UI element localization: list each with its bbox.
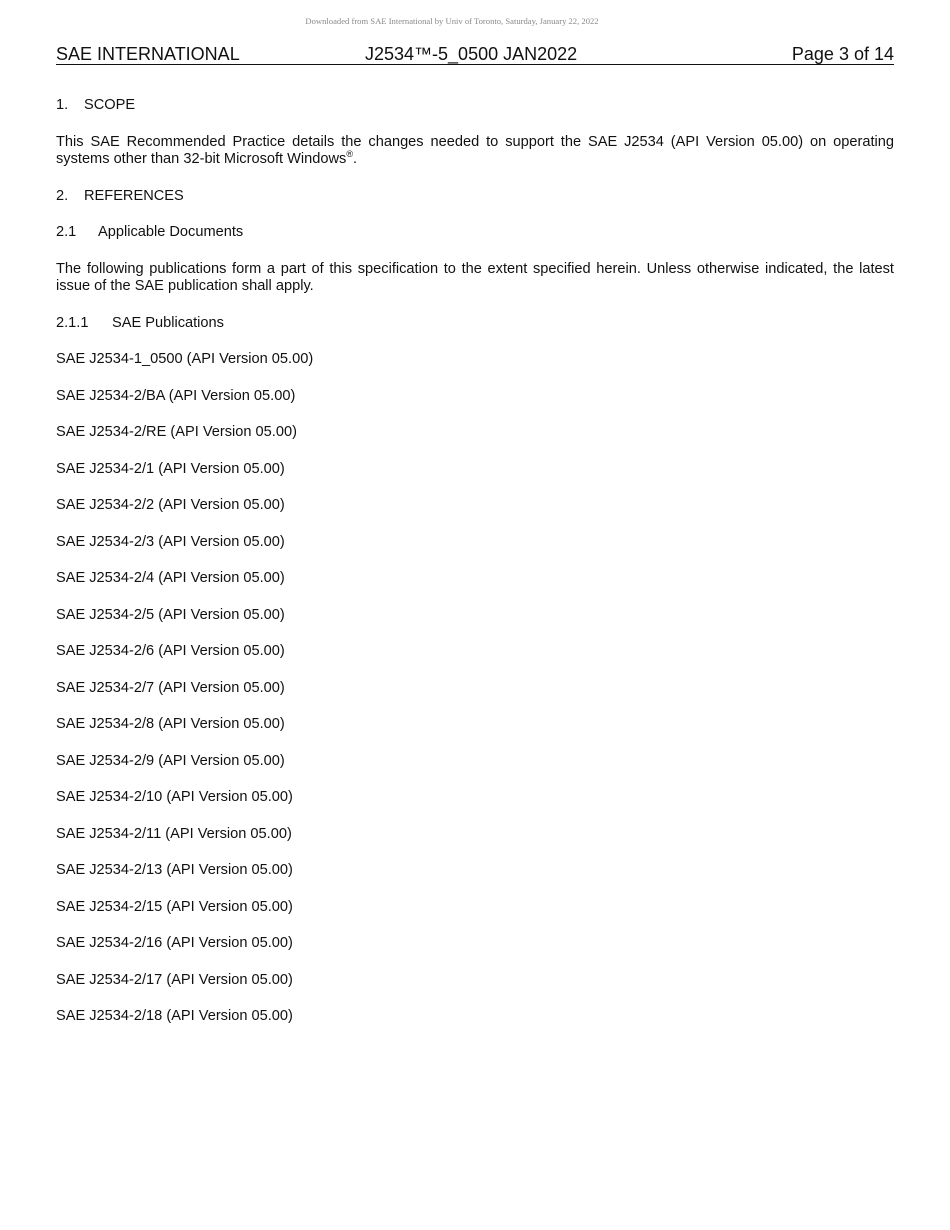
scope-paragraph [56, 134, 894, 169]
section-references-heading [56, 188, 894, 206]
section-scope-heading [56, 97, 894, 115]
publication-item: SAE J2534-1_0500 (API Version 05.00) [56, 351, 314, 367]
publication-item: SAE J2534-2/6 (API Version 05.00) [56, 643, 285, 659]
publication-item: SAE J2534-2/10 (API Version 05.00) [56, 789, 293, 805]
section-title: SCOPE [84, 97, 136, 113]
section-number: 2. [56, 187, 69, 204]
scope-text-end: . [353, 151, 358, 167]
scope-text: This SAE Recommended Practice details the changes needed to support the SAE J2534 (API Version 05.00) on operating systems other than 32-bit Microsoft Windows [56, 133, 894, 167]
section-sae-publications-heading [56, 315, 894, 333]
publication-item: SAE J2534-2/RE (API Version 05.00) [56, 424, 297, 440]
section-title: REFERENCES [84, 187, 184, 204]
header-page-number: Page 3 of 14 [791, 44, 894, 64]
header-organization: SAE INTERNATIONAL [56, 44, 240, 64]
publication-item: SAE J2534-2/BA (API Version 05.00) [56, 387, 296, 404]
publication-item: SAE J2534-2/16 (API Version 05.00) [56, 935, 293, 951]
publication-item: SAE J2534-2/1 (API Version 05.00) [56, 460, 285, 477]
publication-item: SAE J2534-2/5 (API Version 05.00) [56, 606, 285, 623]
document-body [56, 97, 894, 1045]
section-title: SAE Publications [112, 314, 224, 331]
publication-item: SAE J2534-2/3 (API Version 05.00) [56, 533, 285, 550]
section-number: 1. [56, 97, 69, 113]
publication-item: SAE J2534-2/17 (API Version 05.00) [56, 971, 293, 988]
registered-mark: ® [346, 149, 353, 160]
section-number: 2.1 [56, 224, 77, 240]
section-title: Applicable Documents [98, 224, 244, 240]
publication-item: SAE J2534-2/13 (API Version 05.00) [56, 862, 293, 878]
publication-item: SAE J2534-2/2 (API Version 05.00) [56, 497, 285, 513]
section-applicable-heading [56, 224, 894, 242]
page-header [56, 44, 894, 65]
section-number: 2.1.1 [56, 314, 89, 331]
publication-item: SAE J2534-2/11 (API Version 05.00) [56, 825, 292, 842]
download-watermark: Downloaded from SAE International by Univ of Toronto, Saturday, January 22, 2022 [305, 16, 599, 26]
publication-item: SAE J2534-2/18 (API Version 05.00) [56, 1008, 293, 1024]
header-document-id: J2534™-5_0500 JAN2022 [365, 44, 578, 64]
publication-item: SAE J2534-2/8 (API Version 05.00) [56, 716, 285, 732]
publication-item: SAE J2534-2/7 (API Version 05.00) [56, 679, 285, 696]
publication-item: SAE J2534-2/9 (API Version 05.00) [56, 752, 285, 769]
applicable-paragraph: The following publications form a part of this specification to the extent specified herein. Unless otherwise indicated, the latest issue of the SAE publication shall apply. [56, 260, 894, 294]
publication-item: SAE J2534-2/4 (API Version 05.00) [56, 570, 285, 586]
publication-item: SAE J2534-2/15 (API Version 05.00) [56, 898, 293, 915]
publication-list [56, 351, 894, 1045]
